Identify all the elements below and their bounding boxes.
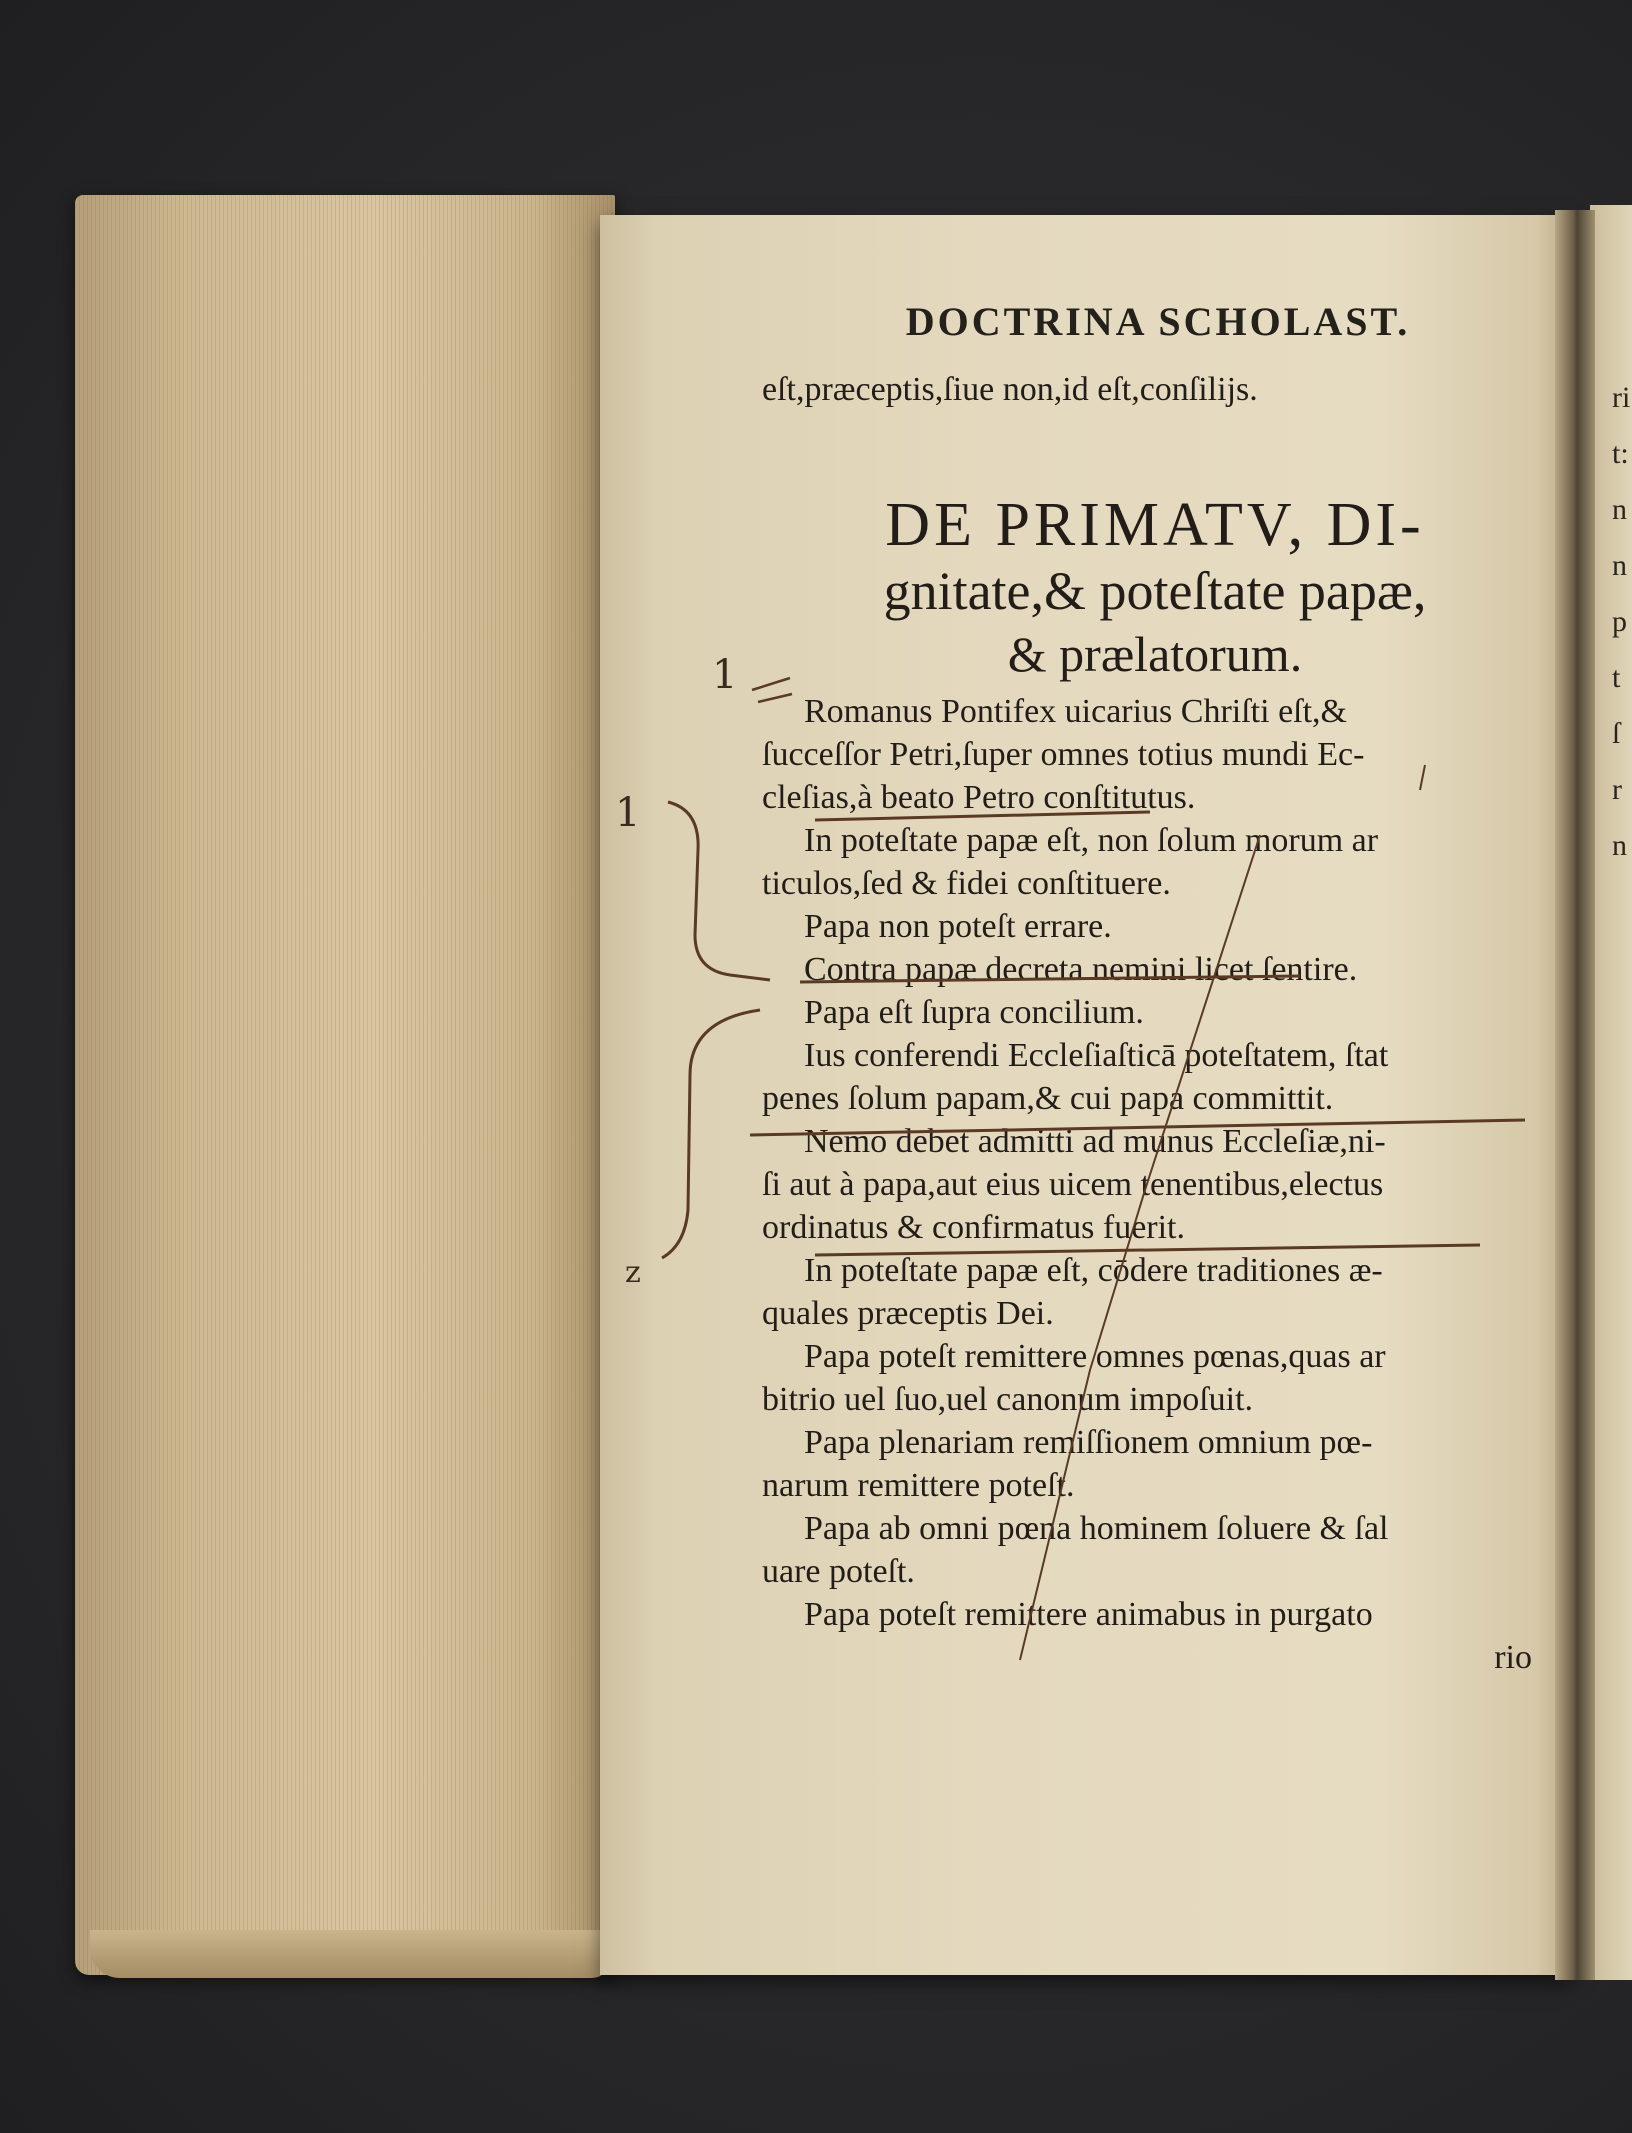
strike-line-1 xyxy=(815,812,1150,820)
text-line: Papa ab omni pœna hominem ſoluere & ſal xyxy=(804,1510,1389,1547)
text-line: ordinatus & confirmatus fuerit. xyxy=(762,1209,1186,1246)
tick-mark xyxy=(1420,765,1425,790)
text-line: ticulos,ſed & fidei conſtituere. xyxy=(762,865,1171,902)
text-line: ſucceſſor Petri,ſuper omnes totius mundi Ec- xyxy=(762,736,1365,773)
margin-mark-1: 1 xyxy=(712,652,738,698)
text-line: cleſias,à beato Petro conſtitutus. xyxy=(762,779,1196,816)
bracket-upper xyxy=(668,802,770,980)
text-line: Contra papæ decreta nemini licet ſentire. xyxy=(804,951,1358,988)
facing-page-letter: p xyxy=(1612,605,1627,638)
strike-line-4 xyxy=(815,1245,1480,1255)
facing-page-letter: r xyxy=(1612,773,1622,806)
facing-page-letter: t: xyxy=(1612,437,1629,470)
text-line: ſi aut à papa,aut eius uicem tenentibus,electus xyxy=(762,1166,1384,1203)
text-line: Papa plenariam remiſſionem omnium pœ- xyxy=(804,1424,1373,1461)
text-line: Papa poteſt remittere animabus in purgato xyxy=(804,1596,1373,1633)
section-title-line-2: gnitate,& poteſtate papæ, xyxy=(883,561,1427,621)
text-line: Papa non poteſt errare. xyxy=(804,908,1112,945)
text-line: Ius conferendi Eccleſiaſticā poteſtatem, ſtat xyxy=(804,1037,1389,1074)
text-line: rio xyxy=(1494,1639,1532,1676)
text-line: Romanus Pontifex uicarius Chriſti eſt,& xyxy=(804,693,1348,730)
text-line: In poteſtate papæ eſt, cōdere traditiones æ- xyxy=(804,1252,1383,1289)
text-line: bitrio uel ſuo,uel canonum impoſuit. xyxy=(762,1381,1254,1418)
facing-page-letter: n xyxy=(1612,829,1627,862)
section-title-line-3: & prælatorum. xyxy=(1007,626,1303,682)
facing-page-letter: t xyxy=(1612,661,1621,694)
margin-mark-2: 1 xyxy=(615,790,641,836)
bracket-lower xyxy=(662,1010,760,1258)
running-head: DOCTRINA SCHOLAST. xyxy=(905,299,1411,344)
text-line: In poteſtate papæ eſt, non ſolum morum ar xyxy=(804,822,1379,859)
text-line: narum remittere poteſt. xyxy=(762,1467,1075,1504)
text-line: penes ſolum papam,& cui papa committit. xyxy=(762,1080,1334,1117)
section-title-line-1: DE PRIMATV, DI- xyxy=(885,491,1425,559)
text-line: uare poteſt. xyxy=(762,1553,915,1590)
text-line: Papa eſt ſupra concilium. xyxy=(804,994,1144,1031)
facing-page-letter: ri xyxy=(1612,381,1631,414)
text-line: Papa poteſt remittere omnes pœnas,quas ar xyxy=(804,1338,1386,1375)
facing-page-letter: n xyxy=(1612,549,1627,582)
facing-page-letter: ſ xyxy=(1612,717,1621,750)
pointer-mark xyxy=(752,678,792,702)
margin-mark-3: z xyxy=(625,1255,641,1290)
strike-line-2 xyxy=(800,976,1300,982)
facing-page-letter: n xyxy=(1612,493,1627,526)
first-line: eſt,præceptis,ſiue non,id eſt,conſilijs. xyxy=(762,371,1258,408)
text-line: Nemo debet admitti ad munus Eccleſiæ,ni- xyxy=(804,1123,1386,1160)
text-line: quales præceptis Dei. xyxy=(762,1295,1054,1332)
strike-line-3 xyxy=(750,1120,1525,1135)
